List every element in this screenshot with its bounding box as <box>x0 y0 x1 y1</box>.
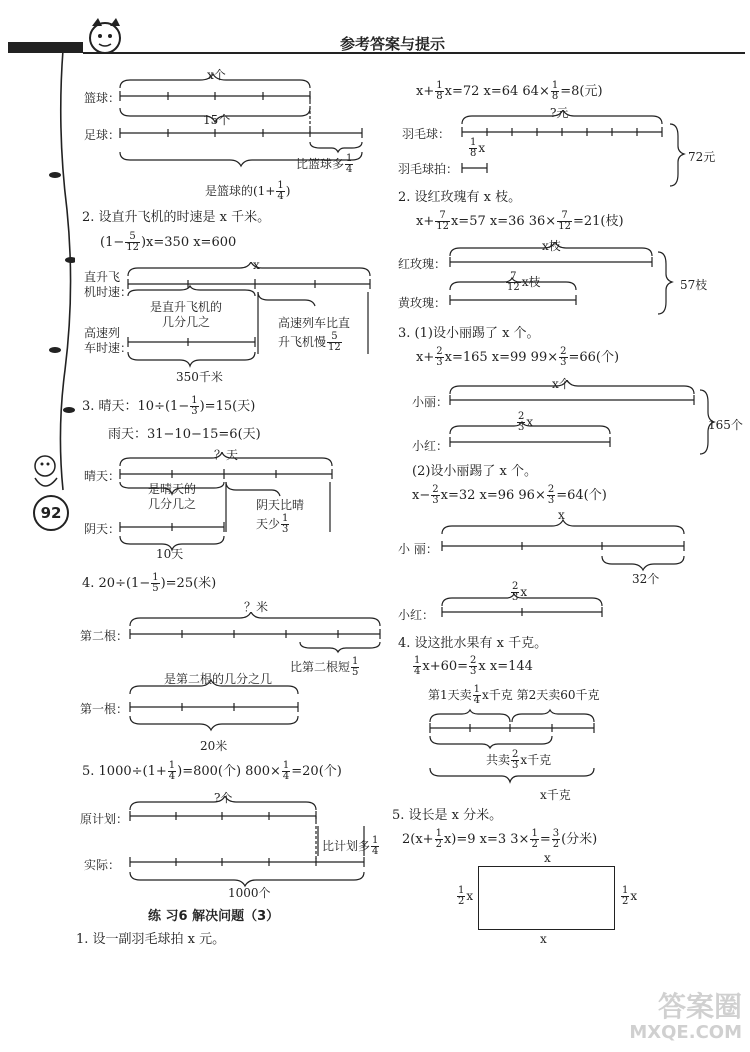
diagram-kick2 <box>436 516 706 626</box>
watermark-logo: 答案圈 <box>657 990 742 1023</box>
rect-right-label: $\frac{1}{2}$ x <box>622 885 638 907</box>
rect-top-label: x <box>544 851 551 865</box>
d1-more-label: 比篮球多 $\frac{1}{4}$ <box>296 153 353 175</box>
diagram-fruit <box>424 708 624 788</box>
d5-top-label: ?个 <box>214 791 233 805</box>
diagram-basketball <box>110 68 370 198</box>
rd3-total: 165个 <box>708 418 743 432</box>
diagram-kick1 <box>444 380 734 460</box>
d4-top-label: ？米 <box>244 600 269 614</box>
d1-bottom-label: 是篮球的(1+ $\frac{1}{4}$ ) <box>205 180 291 202</box>
r4-sum-label: 共卖 $\frac{2}{3}$ x千克 <box>486 749 552 771</box>
rd3-fraction: $\frac{2}{3}$ x <box>518 411 534 433</box>
q2-equation: (1− $\frac{5}{12}$ )x=350 x=600 <box>100 231 237 253</box>
d4-bottom-label: 20米 <box>200 739 228 753</box>
d1-mid-label: 15个 <box>203 113 231 127</box>
rd1-total: 72元 <box>688 150 716 164</box>
d5-more-label: 比计划多 $\frac{1}{4}$ <box>322 835 379 857</box>
rd4-fraction: $\frac{2}{3}$ x <box>512 581 528 603</box>
d2-fraction-label: 是直升飞机的 几分几之 <box>150 300 223 329</box>
d1-row-basketball: 篮球： <box>84 91 121 105</box>
rd3-top-label: x个 <box>552 377 571 391</box>
d3-bottom-label: 10天 <box>156 547 184 561</box>
d3-row-cloudy: 阴天： <box>84 522 121 536</box>
d5-row-plan: 原计划： <box>80 812 129 826</box>
d1-top-label: x个 <box>207 68 226 82</box>
d1-row-football: 足球： <box>84 128 121 142</box>
q2-text: 2. 设直升飞机的时速是 x 千米。 <box>82 210 271 225</box>
rd2-row-red: 红玫瑰： <box>398 257 447 271</box>
diagram-sunny <box>112 452 342 552</box>
d5-row-actual: 实际： <box>84 858 121 872</box>
r1-equation: x+ $\frac{1}{8}$ x=72 x=64 64× $\frac{1}{8}$ =8(元) <box>416 80 603 102</box>
rd2-row-yellow: 黄玫瑰： <box>398 296 447 310</box>
rect-left-label: $\frac{1}{2}$ x <box>458 885 474 907</box>
mascot-icon <box>82 14 128 56</box>
d4-shorter-label: 比第二根短 $\frac{1}{5}$ <box>290 656 359 678</box>
d2-row-train: 高速列 车时速： <box>84 326 133 355</box>
rd1-top-label: ?元 <box>550 106 569 120</box>
r-q3b-text: (2)设小丽踢了 x 个。 <box>412 464 538 479</box>
rd2-total: 57枝 <box>680 278 708 292</box>
q5-equation: 5. 1000÷(1+ $\frac{1}{4}$ )=800(个) 800× $\frac{1}{4}$ =20(个) <box>82 760 342 782</box>
r4-day-label: 第1天卖 $\frac{1}{4}$ x千克 第2天卖60千克 <box>428 684 600 706</box>
rd3-row-hong: 小红： <box>412 439 449 453</box>
rd2-fraction: $\frac{7}{12}$ x枝 <box>507 271 541 293</box>
r3b-equation: x− $\frac{2}{3}$ x=32 x=96 96× $\frac{2}{3}$ =64(个) <box>412 484 607 506</box>
rd1-fraction: $\frac{1}{8}$ x <box>470 137 486 159</box>
d2-top-label: x <box>253 258 260 272</box>
d4-row-second: 第二根： <box>80 629 129 643</box>
d3-fraction-label: 是晴天的 几分几之 <box>148 482 197 511</box>
d3-less-label: 阴天比晴 天少 $\frac{1}{3}$ <box>256 498 305 535</box>
diagram-roses <box>444 242 694 322</box>
rd4-row-hong: 小红： <box>398 608 435 622</box>
header-title: 参考答案与提示 <box>340 35 446 53</box>
r5-equation: 2(x+ $\frac{1}{2}$ x)=9 x=3 3× $\frac{1}{2}$ = $\frac{3}{2}$ (分米) <box>402 828 598 850</box>
rd4-row-li: 小 丽： <box>398 542 438 556</box>
rect-bottom-label: x <box>540 932 547 946</box>
q3-line1: 3. 晴天：10÷(1− $\frac{1}{3}$ )=15(天) <box>82 395 256 417</box>
rd2-top-label: x枝 <box>542 239 561 253</box>
d2-row-helicopter: 直升飞 机时速： <box>84 270 133 299</box>
d3-row-sunny: 晴天： <box>84 469 121 483</box>
watermark-url: MXQE.COM <box>629 1022 742 1043</box>
d5-bottom-label: 1000个 <box>228 886 271 900</box>
r-q4-text: 4. 设这批水果有 x 千克。 <box>398 636 548 651</box>
r4-total: x千克 <box>540 788 571 802</box>
d4-row-first: 第一根： <box>80 702 129 716</box>
animal-icon <box>25 450 71 498</box>
d2-bottom-label: 350千米 <box>176 370 223 384</box>
r4-equation: $\frac{1}{4}$ x+60= $\frac{2}{3}$ x x=144 <box>414 655 533 677</box>
d2-slower-label: 高速列车比直 升飞机慢 $\frac{5}{12}$ <box>278 316 351 353</box>
r-q2-text: 2. 设红玫瑰有 x 枝。 <box>398 190 522 205</box>
rd3-row-li: 小丽： <box>412 395 449 409</box>
r2-equation: x+ $\frac{7}{12}$ x=57 x=36 36× $\frac{7}{12}$ =21(枝) <box>416 210 624 232</box>
d4-fraction-label: 是第二根的几分之几 <box>164 672 273 686</box>
q3-line2: 雨天：31−10−15=6(天) <box>108 427 261 442</box>
rd1-row-racket: 羽毛球拍： <box>398 162 459 176</box>
exercise-title: 练 习6 解决问题（3） <box>148 909 280 924</box>
r3-equation: x+ $\frac{2}{3}$ x=165 x=99 99× $\frac{2}{3}$ =66(个) <box>416 346 620 368</box>
rectangle-shape <box>478 866 615 930</box>
rd4-top-label: x <box>558 508 565 522</box>
d3-top-label: ？天 <box>214 448 239 462</box>
rd1-row-shuttle: 羽毛球： <box>402 127 451 141</box>
exercise-q1: 1. 设一副羽毛球拍 x 元。 <box>76 932 226 947</box>
page-number: 92 <box>33 495 69 531</box>
q4-equation: 4. 20÷(1− $\frac{1}{5}$ )=25(米) <box>82 572 217 594</box>
r-q5-text: 5. 设长是 x 分米。 <box>392 808 503 823</box>
r-q3-text: 3. (1)设小丽踢了 x 个。 <box>398 326 540 341</box>
rd4-right-label: 32个 <box>632 572 660 586</box>
